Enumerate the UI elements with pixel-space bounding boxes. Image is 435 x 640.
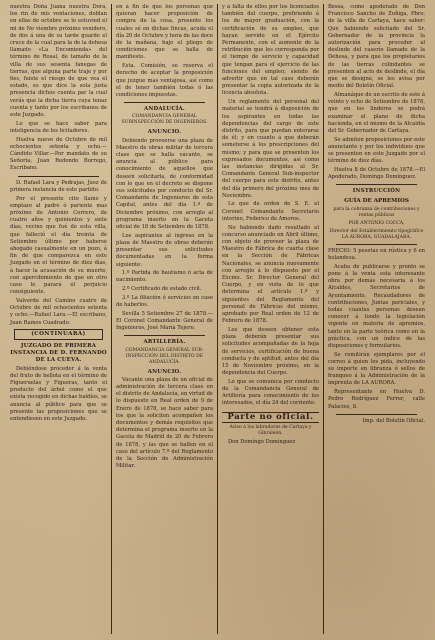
price-line: PRECIO: 5 pesetas en rústica y 6 en holandesa.: [328, 247, 425, 261]
divider: [336, 184, 417, 185]
author-detail: Director del Establecimiento tipográfico LA AURORA, GUADALAJARA.: [329, 228, 424, 240]
paragraph: Debiendo proveerse una plaza de Maestro de obras militar de tercera clase que se halla vacante, se anuncia al público para conocimiento de aquellos que deseen solicitarla, de conformidad con lo que en el decreto se dispone sus solicitudes por conducto del Sr. Comandante de Ingenieros de esta Capital, antes del día 1.º de Diciembre próximo, con arreglo al programa inserto en la Gaceta oficial de 18 de Setiembre de 1878.: [116, 137, 213, 230]
notice-heading: Aviso á los labradores de Cartaya y Gibraleón.: [229, 424, 312, 436]
paragraph: Los aspirantes al ingreso en la plaza de Maestro de obras deberán presentar sus solicitudes documentadas en la forma siguiente:: [116, 232, 213, 268]
paragraph: Debiéndose proceder á la venta del fruto de bellota en el término de Figueruelas y Figueras, tanto el producto del árbol como el que exista recogido en dichas baldíos, se anuncia al público para que se presente las proposiciones que se entendiesen en este Juzgado.: [10, 365, 107, 422]
section-subheading: para la cobranza de contribuciones y rentas públicas: [333, 206, 420, 218]
section-heading: GUÍA DE APREMIOS: [344, 197, 409, 204]
paragraph: Por el presente cito llamo y emplazo al padre ó pariente mas próximo de Antonio Cerrero, de cuatro años y quinientos y siete días, vecino que fué de esta villa, que falleció el día treinta de Setiembre último por haberse ahogado casualmente en un pozo, á fin de que comparezca en este Juzgado en el término de diez días, á hacer la acusación de su muerte, con apercibimiento de que en otro caso le parará el perjuicio consiguiente.: [10, 195, 107, 296]
paragraph: en á fin de que los personas que quieran hacer proposición de compra de la cosa, presente los cuales sé en dichas fincas, acuda el día 20 de Octubre y hora de las doce de la mañana, bajo el pliego de condiciones que se halla de manifiesto.: [116, 4, 213, 61]
section-heading: ARTILLERÍA.: [143, 339, 186, 346]
section-heading: ANDALUCÍA.: [143, 106, 186, 113]
paragraph: Huelva nueve de Octubre de mil ochocientos setenta y ocho.—Cándido Villar.—Por mandato de su Señoría, Juan Redondo Borrego, Escribano.: [10, 136, 107, 172]
paragraph: Representante en Huelva D. Pedro Rodríguez Ferrer, calle Palacios, 8.: [328, 389, 425, 410]
paragraph: Acaba de publicarse y pronto se pone á la venta esta interesante obra por demás necesaria á los Alcaldes, Secretarios de Ayuntamiento, Recaudadores de contribuciones, Juntas periciales, y todas cuantas personas deseen conocer á fondo la legislación vigente en materia de apremios, tanto en la parte teórica como en la práctica, con un índice de las disposiciones y formularios.: [328, 263, 425, 349]
section-heading: ANUNCIO.: [147, 129, 182, 136]
section-title: Parte no oficial.: [222, 412, 319, 423]
paragraph: Lo que se hace saber para inteligencia de los licitadores.: [10, 120, 107, 134]
column-1: [6, 4, 112, 634]
imprint: Imp. del Boletín Oficial.: [362, 417, 425, 424]
author-line: POR ANTONIO COCCA,: [348, 220, 405, 226]
paragraph: 3.º La filiación ó servicios en caso de haberlos.: [116, 294, 213, 309]
paragraph: Valverde del Camino cuatro de Octubre de mil ochocientos setenta y ocho.—Rafael Lara.—El escribano, Juan Ramos Cuadrado.: [10, 297, 107, 326]
paragraph: y á falta de ellos por los licenciados también del cuerpo, prefiriendo á los de mayor graduación, con la certificación de su empleo, que hayan servido en el Ejército Permanente, con el aumento de la retribución que les corresponda por el tiempo de servicio y capacidad que tengan para el ejercicio de las funciones del empleo; siendo de advertir que en tal caso deberán presentar la copia autorizada de la licencia absoluta.: [222, 4, 319, 97]
divider: [336, 414, 417, 415]
paragraph: No habiendo dado resultado el concurso anunciado en Abril último, con objeto de proveer la plaza de Maestro de Fábrica de cuarta clase en la Sección de Fábricas Nacionales, se anuncia nuevamente con arreglo á lo dispuesto por el Excmo. Sr. Director General del Cuerpo, y en vista de lo que determina el artículo 1.º y siguientes del Reglamento del personal de Fábricas del mismo, aprobado por Real orden de 12 de Febrero de 1878.: [222, 224, 319, 325]
section-subheading: COMANDANCIA GENERAL SUBINSPECCIÓN DE INGENIEROS.: [121, 114, 208, 126]
paragraph: Los que deseen obtener esta plaza deberán presentar sus solicitudes acompañadas de la hoja de servicios, certificación de buena conducta y de aptitud, antes del día 15 de Noviembre próximo, en la dependencia del Cuerpo.: [222, 326, 319, 377]
column-4: [324, 4, 429, 634]
divider: [18, 176, 99, 177]
paragraph: Bessa, como apoderado de Don Francisco Sancho de Zuñiga, Pbro. de la villa de Cartaya, hace saber: Que habiendo solicitado del Sr. Gobernador de la provincia la autorización para proceder al deslinde del caserío llamado de la Dehesa, y para que los propietarios de las tierras colindantes se presenten al acto de deslinde, el día que se designe, se les avisa por medio del Boletín Oficial.: [328, 4, 425, 90]
section-heading: JUZGADO DE PRIMERA INSTANCIA DE D. FERNANDO DE LA CUEVA.: [10, 342, 107, 364]
section-heading: ANUNCIO.: [147, 368, 182, 375]
continued-box: (CONTINUARÁ): [14, 329, 103, 340]
column-2: [112, 4, 218, 634]
paragraph: Un reglamento del personal del material se tendrá á disposición de los aspirantes en todas las dependencias del cargo de este distrito, para que puedan enterarse de él; y en cuanto á que deberán someterse á los prescripciones del mismo; y para que se presenten los expresados documentos, así como las instancias dirigidas al Sr. Comandante General Sub-inspector del cuerpo para este distrito, antes del día primero del próximo mes de Noviembre.: [222, 99, 319, 199]
divider: [124, 102, 205, 103]
paragraph: Sevilla 5 Setiembre 27 de 1878.—El Coronel Comandante General de Ingenieros, José María Tejero.: [116, 310, 213, 332]
paragraph: Almanáque de un escrito de este á veinte y ocho de Setiembre de 1878, que en los linderos se podrá examinar el plano de dicha hacienda, en el mismo de la Alcaldía del Sr. Gobernador de Cartaya.: [328, 91, 425, 134]
divider: [336, 244, 417, 245]
paragraph: Huelva 8 de Octubre de 1878.—El Apoderado, Domingo Domínguez.: [328, 166, 425, 181]
paragraph: 1.º Partida de bautismo ó acta de nacimiento.: [116, 270, 213, 284]
paragraph: Lo que se comunica por conducto de la Comandancia General de Artillería para conocimiento de los interesados, el día 24 del corriente.: [222, 378, 319, 407]
section-heading: INSTRUCCIÓN: [352, 188, 401, 195]
section-subheading: COMANDANCIA GENERAL SUB-INSPECCIÓN DEL DISTRITO DE ANDALUCÍA.: [125, 347, 204, 365]
paragraph: 2.º Certificado de estado civil.: [122, 286, 202, 293]
paragraph: Se remitirán ejemplares por el correo á quien los pida, incluyendo su importe en libranza ó sellos de franqueo á la Administración de la imprenta de LA AURORA.: [328, 351, 425, 387]
paragraph: Don Domingo Domínguez: [228, 438, 296, 445]
paragraph: Vacante una plaza de un oficial de administración de tercera clase en el distrito de Andalucía, en virtud de lo dispuesto en Real orden de 9 de Enero de 1878, se hace saber para los que la soliciten acompañen los documentos y demás requisitos que determina el programa inserto en la Gaceta de Madrid de 20 de Febrero de 1878, y las que se hallen en el caso del artículo 7.º del Reglamento de la Sección de Administración Militar.: [116, 376, 213, 470]
paragraph: Lo que de orden de S. E. el Coronel Comandante Secretario interino, Federico de Amores.: [222, 201, 319, 222]
column-3: [218, 4, 324, 634]
paragraph: Se admiten proposiciones por este anunciante y por los individuos que se presenten en este Juzgado por el término de diez días.: [328, 136, 425, 165]
divider: [124, 335, 205, 336]
paragraph: Esta. Comisión, se reserva el derecho de aceptar la proposición que juzgue mas ventajosa, así como el de tener también todas ó las condiciones impuestas.: [116, 63, 213, 98]
paragraph: D. Rafael Lara y Pedrajas, Juez de primera instancia de este partido.: [10, 179, 107, 193]
paragraph: nuestra Doña Juana nuestra Dora, los rin de mis ventaciones, doblan en ellas de octubre se lo estuvied el mi de No viembre próximo venidero, de dos á una de su tarde guarde el cruce de la cual para la de la dehesa llamado «La Encomienda» del término de Rosal, de tamaño de la villa de sus sesenta fanegas de tierras, que alguna parte traje y por 6es, fuiste el riesgo de que vea el estado, es que dice la sola justa presencia dichos cuenta par la cual verás que la dicha tierra cuya tenaz cuenta y tanto por los escribanos de este Juzgado.: [10, 4, 107, 119]
